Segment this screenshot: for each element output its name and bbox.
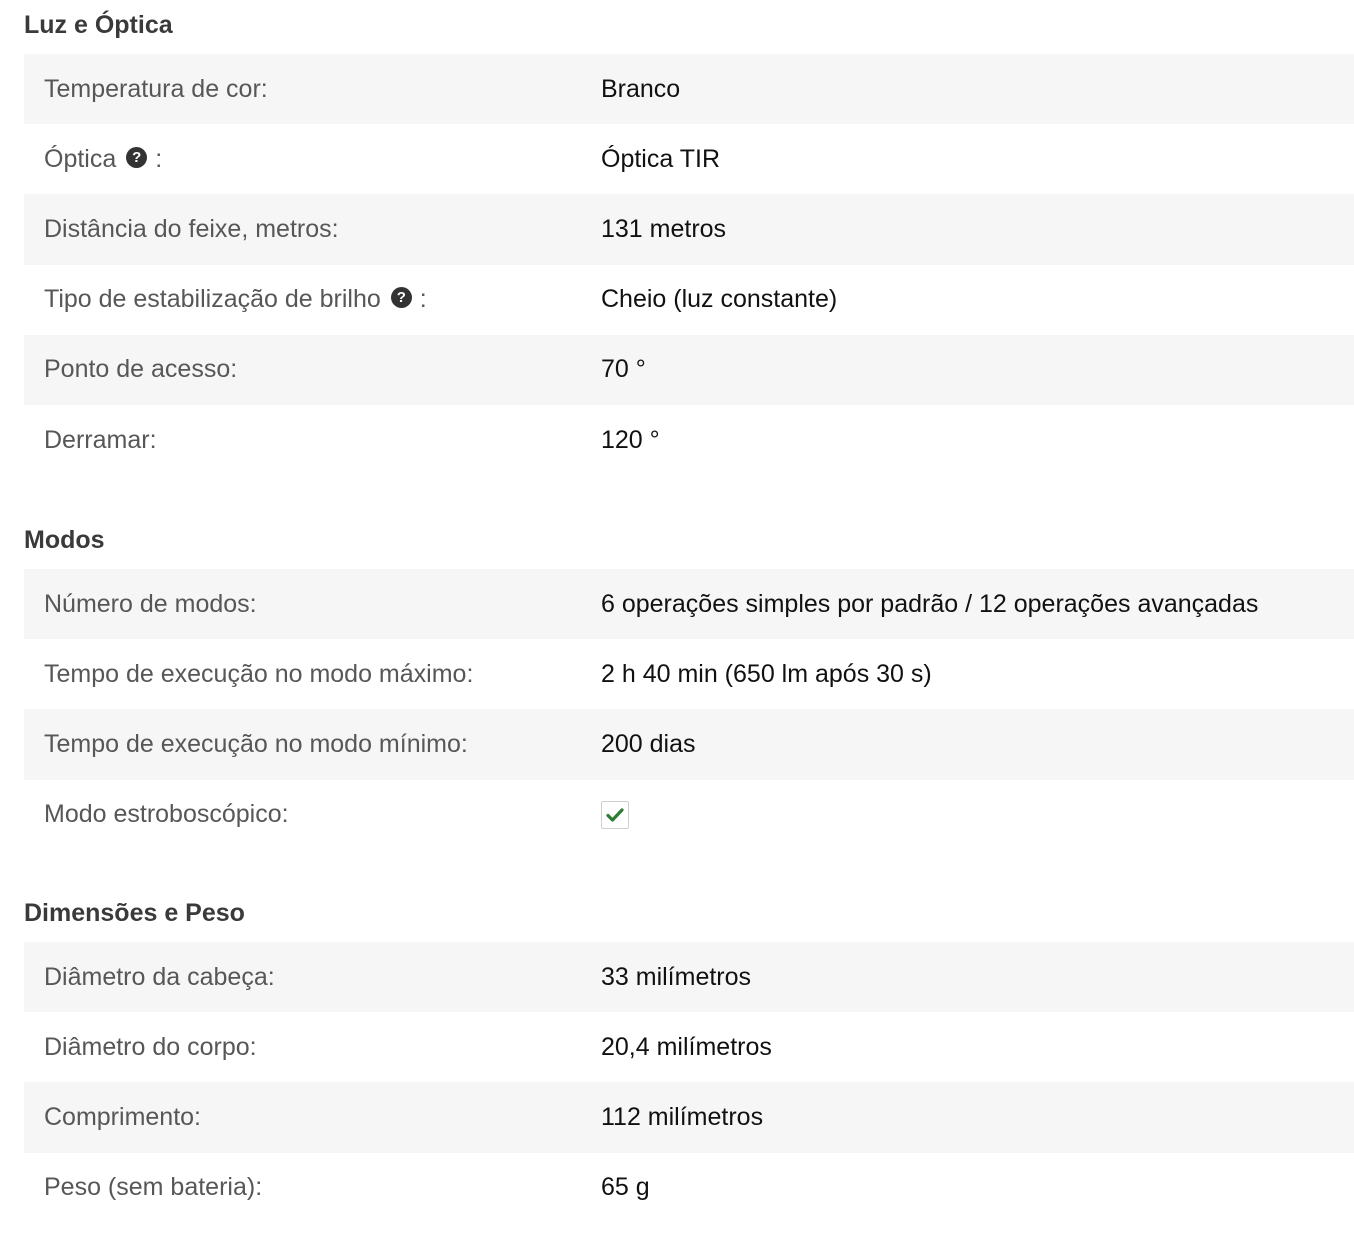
spec-row-mode-count bbox=[24, 569, 1354, 639]
spec-label: Número de modos: bbox=[44, 589, 257, 618]
spec-value: 33 milímetros bbox=[601, 962, 752, 991]
spec-row-weight bbox=[24, 1153, 1354, 1223]
spec-value: 70 ° bbox=[601, 355, 646, 384]
spec-label: Tipo de estabilização de brilho ? : bbox=[44, 285, 427, 314]
spec-row-runtime-min bbox=[24, 709, 1354, 779]
spec-label: Óptica ? : bbox=[44, 144, 163, 173]
spec-row-color-temperature bbox=[24, 54, 1354, 124]
spec-row-strobe-mode bbox=[24, 780, 1354, 850]
spec-label: Comprimento: bbox=[44, 1102, 201, 1131]
spec-value: 200 dias bbox=[601, 729, 696, 758]
spec-label: Derramar: bbox=[44, 425, 157, 454]
spec-label: Modo estroboscópico: bbox=[44, 800, 289, 829]
spec-label: Ponto de acesso: bbox=[44, 355, 238, 384]
question-circle-icon[interactable]: ? bbox=[126, 147, 147, 168]
spec-row-hotspot bbox=[24, 335, 1354, 405]
spec-row-runtime-max bbox=[24, 639, 1354, 709]
spec-row-beam-distance bbox=[24, 194, 1354, 264]
spec-value: Branco bbox=[601, 74, 681, 103]
section-title: Luz e Óptica bbox=[24, 11, 173, 39]
checkmark-icon bbox=[606, 807, 624, 823]
section-title: Modos bbox=[24, 526, 105, 554]
spec-row-head-diameter bbox=[24, 942, 1354, 1012]
spec-row-brightness-stabilization bbox=[24, 265, 1354, 335]
question-circle-icon[interactable]: ? bbox=[391, 287, 412, 308]
spec-value: Óptica TIR bbox=[601, 144, 721, 173]
spec-value: 20,4 milímetros bbox=[601, 1032, 772, 1061]
spec-label: Diâmetro da cabeça: bbox=[44, 962, 275, 991]
section-title: Dimensões e Peso bbox=[24, 899, 245, 927]
spec-row-spill bbox=[24, 405, 1354, 475]
checkmark-checkbox bbox=[601, 801, 629, 829]
section-modes bbox=[24, 515, 1354, 850]
spec-label: Peso (sem bateria): bbox=[44, 1173, 263, 1202]
spec-value: 120 ° bbox=[601, 425, 660, 454]
spec-label: Tempo de execução no modo máximo: bbox=[44, 659, 474, 688]
spec-value: Cheio (luz constante) bbox=[601, 285, 838, 314]
spec-row-body-diameter bbox=[24, 1012, 1354, 1082]
spec-value: 112 milímetros bbox=[601, 1102, 764, 1131]
spec-value: 2 h 40 min (650 lm após 30 s) bbox=[601, 659, 932, 688]
spec-row-optics bbox=[24, 124, 1354, 194]
spec-value: 131 metros bbox=[601, 214, 727, 243]
spec-value bbox=[601, 799, 629, 830]
spec-label: Diâmetro do corpo: bbox=[44, 1032, 257, 1061]
section-light-optics bbox=[24, 0, 1354, 475]
spec-value: 6 operações simples por padrão / 12 operações avançadas bbox=[601, 589, 1259, 618]
spec-label: Tempo de execução no modo mínimo: bbox=[44, 729, 468, 758]
section-dimensions-weight bbox=[24, 888, 1354, 1223]
spec-row-length bbox=[24, 1082, 1354, 1152]
spec-label: Temperatura de cor: bbox=[44, 74, 268, 103]
spec-label: Distância do feixe, metros: bbox=[44, 214, 339, 243]
spec-value: 65 g bbox=[601, 1173, 650, 1202]
